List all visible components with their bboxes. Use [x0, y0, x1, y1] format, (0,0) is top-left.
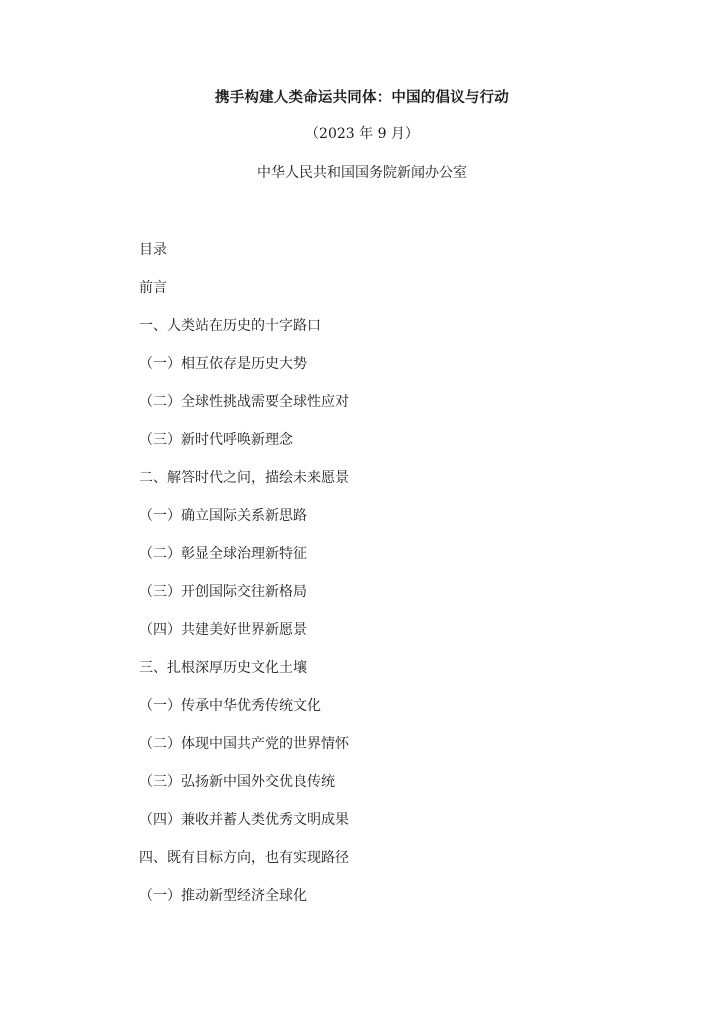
toc-item-3-1: （一）传承中华优秀传统文化: [139, 698, 321, 714]
toc-item-4-1: （一）推动新型经济全球化: [139, 888, 307, 904]
toc-item-preface: 前言: [139, 280, 167, 296]
toc-item-2-3: （三）开创国际交往新格局: [139, 584, 307, 600]
toc-item-2-1: （一）确立国际关系新思路: [139, 508, 307, 524]
toc-item-1-3: （三）新时代呼唤新理念: [139, 432, 293, 448]
toc-item-2-4: （四）共建美好世界新愿景: [139, 622, 307, 638]
document-title: 携手构建人类命运共同体：中国的倡议与行动: [215, 89, 509, 106]
toc-item-3-3: （三）弘扬新中国外交优良传统: [139, 774, 335, 790]
toc-item-chapter-1: 一、人类站在历史的十字路口: [139, 318, 321, 334]
toc-item-1-2: （二）全球性挑战需要全球性应对: [139, 394, 349, 410]
toc-item-chapter-3: 三、扎根深厚历史文化土壤: [139, 660, 307, 676]
toc-item-chapter-2: 二、解答时代之问，描绘未来愿景: [139, 470, 349, 486]
document-issuer: 中华人民共和国国务院新闻办公室: [257, 165, 467, 181]
toc-item-3-4: （四）兼收并蓄人类优秀文明成果: [139, 812, 349, 828]
toc-item-2-2: （二）彰显全球治理新特征: [139, 546, 307, 562]
toc-item-chapter-4: 四、既有目标方向，也有实现路径: [139, 850, 349, 866]
toc-item-1-1: （一）相互依存是历史大势: [139, 356, 307, 372]
toc-heading: 目录: [139, 242, 167, 258]
toc-item-3-2: （二）体现中国共产党的世界情怀: [139, 736, 349, 752]
document-date: （2023 年 9 月）: [305, 126, 419, 142]
